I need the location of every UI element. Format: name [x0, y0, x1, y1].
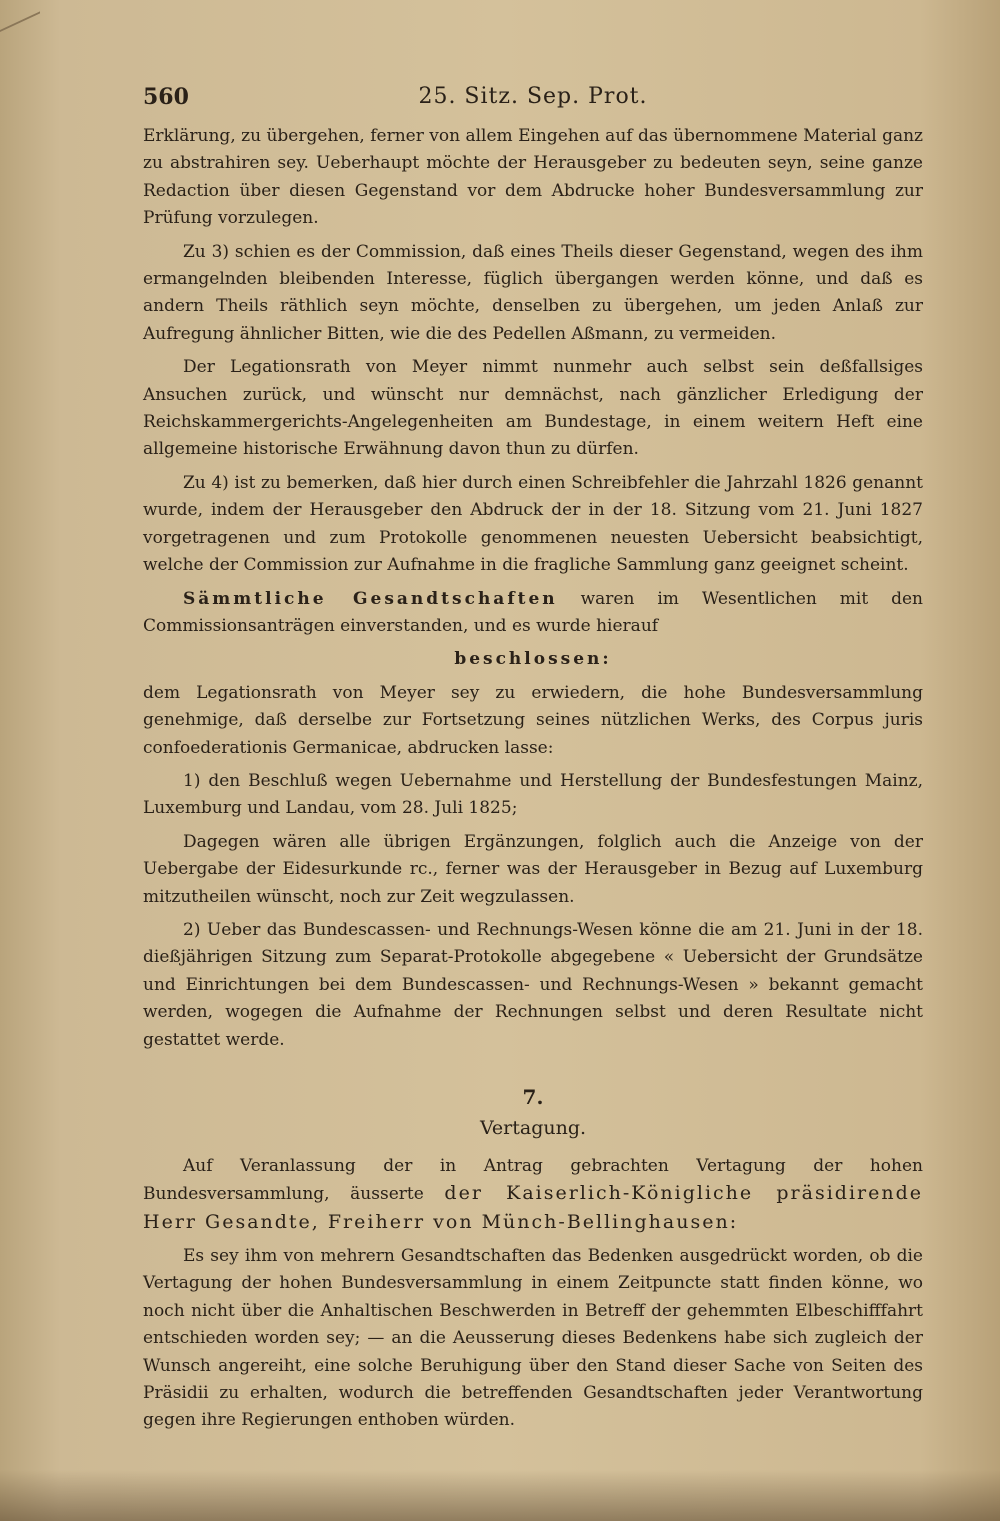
paragraph-9: 2) Ueber das Bundescassen- und Rechnungs-Wesen könne die am 21. Juni in der 18. dießjährigen Sitzung zum Separat-Protokolle abgegebene « Uebersicht der Grundsätze und Einrichtungen bei dem Bundescassen- und Rechnungs-Wesen » bekannt gemacht werden, wogegen die Aufnahme der Rechnungen selbst und deren Resultate nicht gestattet werde.: [143, 919, 923, 1050]
section-number: 7.: [522, 1085, 544, 1109]
paragraph-5-text: waren im Wesentlichen mit den Commissionsanträgen einverstanden, und es wurde hierauf: [143, 588, 924, 636]
running-head: 25. Sitz. Sep. Prot.: [418, 84, 648, 109]
resolution-heading: beschlossen:: [454, 649, 612, 670]
page-header: [143, 84, 923, 118]
section-title: Vertagung.: [479, 1117, 587, 1140]
paragraph-8: Dagegen wären alle übrigen Ergänzungen, folglich auch die Anzeige von der Uebergabe der Eidesurkunde rc., ferner was der Herausgeber in Bezug auf Luxemburg mitzutheilen wünscht, noch zur Zeit wegzulassen.: [143, 831, 923, 907]
page-number: 560: [143, 84, 189, 110]
folded-corner: [0, 0, 40, 32]
speaker-name: der Kaiserlich-Königliche präsidirende Herr Gesandte, Freiherr von Münch-Bellinghausen:: [143, 1182, 923, 1233]
section-intro: [143, 1153, 923, 1237]
paragraph-3: Der Legationsrath von Meyer nimmt nunmehr auch selbst sein deßfallsiges Ansuchen zurück, und wünscht nur demnächst, nach gänzlicher Erledigung der Reichskammergerichts-Angelegenheiten am Bundestage, in einem weitern Heft eine allgemeine historische Erwähnung davon thun zu dürfen.: [143, 357, 923, 460]
paragraph-7: 1) den Beschluß wegen Uebernahme und Herstellung der Bundesfestungen Mainz, Luxemburg und Landau, vom 28. Juli 1825;: [143, 770, 923, 819]
page-bottom-shadow: [0, 1470, 1000, 1521]
paragraph-6: dem Legationsrath von Meyer sey zu erwiedern, die hohe Bundesversammlung genehmige, daß derselbe zur Fortsetzung seines nützlichen Werks, des Corpus juris confoederationis Germanicae, abdrucken lasse:: [143, 682, 923, 758]
paragraph-5: [143, 586, 923, 641]
paragraph-2: Zu 3) schien es der Commission, daß eines Theils dieser Gegenstand, wegen des ihm ermangelnden bleibenden Interesse, füglich übergangen werden könne, und daß es andern Theils räthlich seyn möchte, denselben zu übergehen, um jeden Anlaß zur Aufregung ähnlicher Bitten, wie die des Pedellen Aßmann, zu vermeiden.: [143, 241, 923, 344]
page-body: [143, 123, 923, 1441]
emphasized-subject: Sämmtliche Gesandtschaften: [183, 588, 558, 609]
paragraph-1: Erklärung, zu übergehen, ferner von allem Eingehen auf das übernommene Material ganz zu abstrahiren sey. Ueberhaupt möchte der Herausgeber zu bedeuten seyn, seine ganze Redaction über diesen Gegenstand vor dem Abdrucke hoher Bundesversammlung zur Prüfung vorzulegen.: [143, 126, 923, 229]
section-intro-text: Auf Veranlassung der in Antrag gebrachten Vertagung der hohen Bundesversammlung, äusserte: [143, 1155, 923, 1205]
paragraph-4: Zu 4) ist zu bemerken, daß hier durch einen Schreibfehler die Jahrzahl 1826 genannt wurde, indem der Herausgeber den Abdruck der in der 18. Sitzung vom 21. Juni 1827 vorgetragenen und zum Protokolle genommenen neuesten Uebersicht beabsichtigt, welche der Commission zur Aufnahme in die fragliche Sammlung ganz geeignet scheint.: [143, 472, 923, 576]
paragraph-10: Es sey ihm von mehrern Gesandtschaften das Bedenken ausgedrückt worden, ob die Vertagung der hohen Bundesversammlung in einem Zeitpuncte statt finden könne, wo noch nicht über die Anhaltischen Beschwerden in Betreff der gehemmten Elbeschifffahrt entschieden worden sey; — an die Aeusserung dieses Bedenkens habe sich zugleich der Wunsch angereiht, eine solche Beruhigung über den Stand dieser Sache von Seiten des Präsidii zu erhalten, wodurch die betreffenden Gesandtschaften jeder Verantwortung gegen ihre Regierungen enthoben würden.: [143, 1246, 923, 1431]
